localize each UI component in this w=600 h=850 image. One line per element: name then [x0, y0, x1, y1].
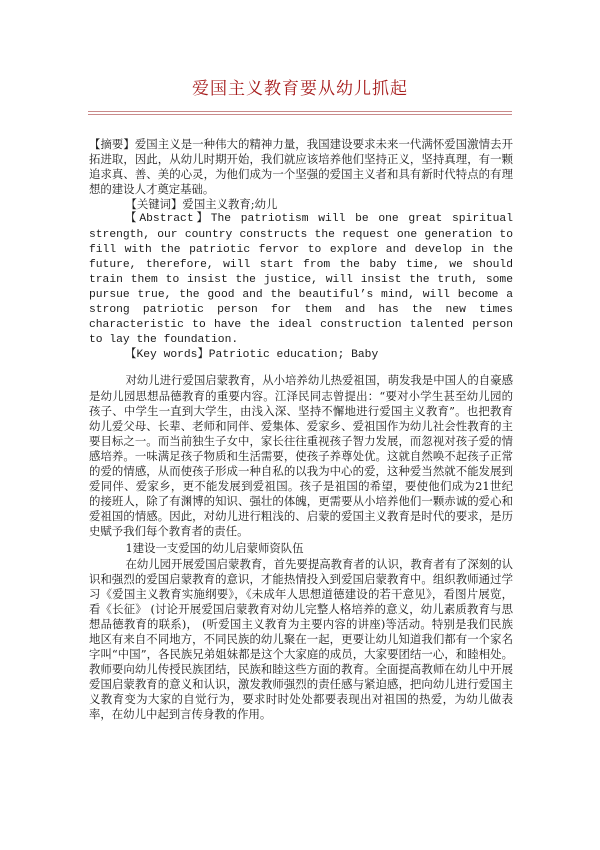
paragraph-1: 对幼儿进行爱国启蒙教育，从小培养幼儿热爱祖国，萌发我是中国人的自豪感是幼儿园思想品德教育的重要内容。江泽民同志曾提出：“要对小学生甚至幼儿园的孩子、中学生一直到大学生，由浅入深、坚持不懈地进行爱国主义教育”。也把教育幼儿爱父母、长辈、老师和同伴、爱集体、爱家乡、爱祖国作为幼儿社会性教育的主要目标之一。而当前独生子女中，家长往往重视孩子智力发展，而忽视对孩子爱的情感培养。一味满足孩子物质和生活需要，使孩子养尊处优。这就自然唤不起孩子正常的爱的情感，从而使孩子形成一种自私的以我为中心的爱，这种爱当然就不能发展到爱同伴、爱家乡，更不能发展到爱祖国。孩子是祖国的希望，要使他们成为21世纪的接班人，除了有渊博的知识、强壮的体魄，更需要从小培养他们一颗赤诚的爱心和爱祖国的情感。因此，对幼儿进行粗浅的、启蒙的爱国主义教育是时代的要求，是历史赋予我们每个教育者的责任。 — [89, 373, 513, 539]
title-divider-top — [88, 111, 512, 112]
paragraph-2: 在幼儿园开展爱国启蒙教育，首先要提高教育者的认识，教育者有了深刻的认识和强烈的爱国启蒙教育的意识，才能热情投入到爱国启蒙教育中。组织教师通过学习《爱国主义教育实施纲要》，《未成年人思想道德建设的若干意见》，看图片展览，看《长征》 (讨论开展爱国启蒙教育对幼儿完整人格培养的意义，幼儿素质教育与思想品德教育的联系)， (听爱国主义教育为主要内容的讲座)等活动。特别是我们民族地区有来自不同地方，不同民族的幼儿聚在一起，更要让幼儿知道我们都有一个家名字叫“中国”，各民族兄弟姐妹都是这个大家庭的成员，大家要团结一心，和睦相处。教师要向幼儿传授民族团结，民族和睦这些方面的教育。全面提高教师在幼儿中开展爱国启蒙教育的意义和认识，激发教师强烈的责任感与紧迫感，把向幼儿进行爱国主义教育变为大家的自觉行为，要求时时处处都要表现出对祖国的热爱，为幼儿做表率，在幼儿中起到言传身教的作用。 — [89, 556, 513, 722]
document-title: 爱国主义教育要从幼儿抓起 — [192, 79, 408, 99]
keywords-en: 【Key words】Patriotic education; Baby — [125, 349, 379, 362]
abstract-en: 【Abstract】The patriotism will be one great spiritual strength, our country constructs the request one generation to fill with the patriotic fervor to explore and develop in the future, therefore, will start from the baby time, we should train them to insist the justice, will insist the truth, some pursue true, the good and the beautiful’s mind, will become a strong patriotic person for them and has the new times characteristic to have the ideal construction talented person to lay the foundation. — [89, 213, 513, 347]
keywords-cn: 【关键词】爱国主义教育;幼儿 — [125, 197, 278, 212]
document-body — [89, 137, 513, 723]
abstract-cn: 【摘要】爱国主义是一种伟大的精神力量，我国建设要求未来一代满怀爱国激情去开拓进取，因此，从幼儿时期开始，我们就应该培养他们坚持正义，坚持真理，有一颗追求真、善、美的心灵，为他们成为一个坚强的爱国主义者和具有新时代特点的有理想的建设人才奠定基础。 — [89, 137, 513, 197]
section-1-heading: 1建设一支爱国的幼儿启蒙师资队伍 — [125, 541, 304, 556]
title-divider-bottom — [88, 114, 512, 115]
